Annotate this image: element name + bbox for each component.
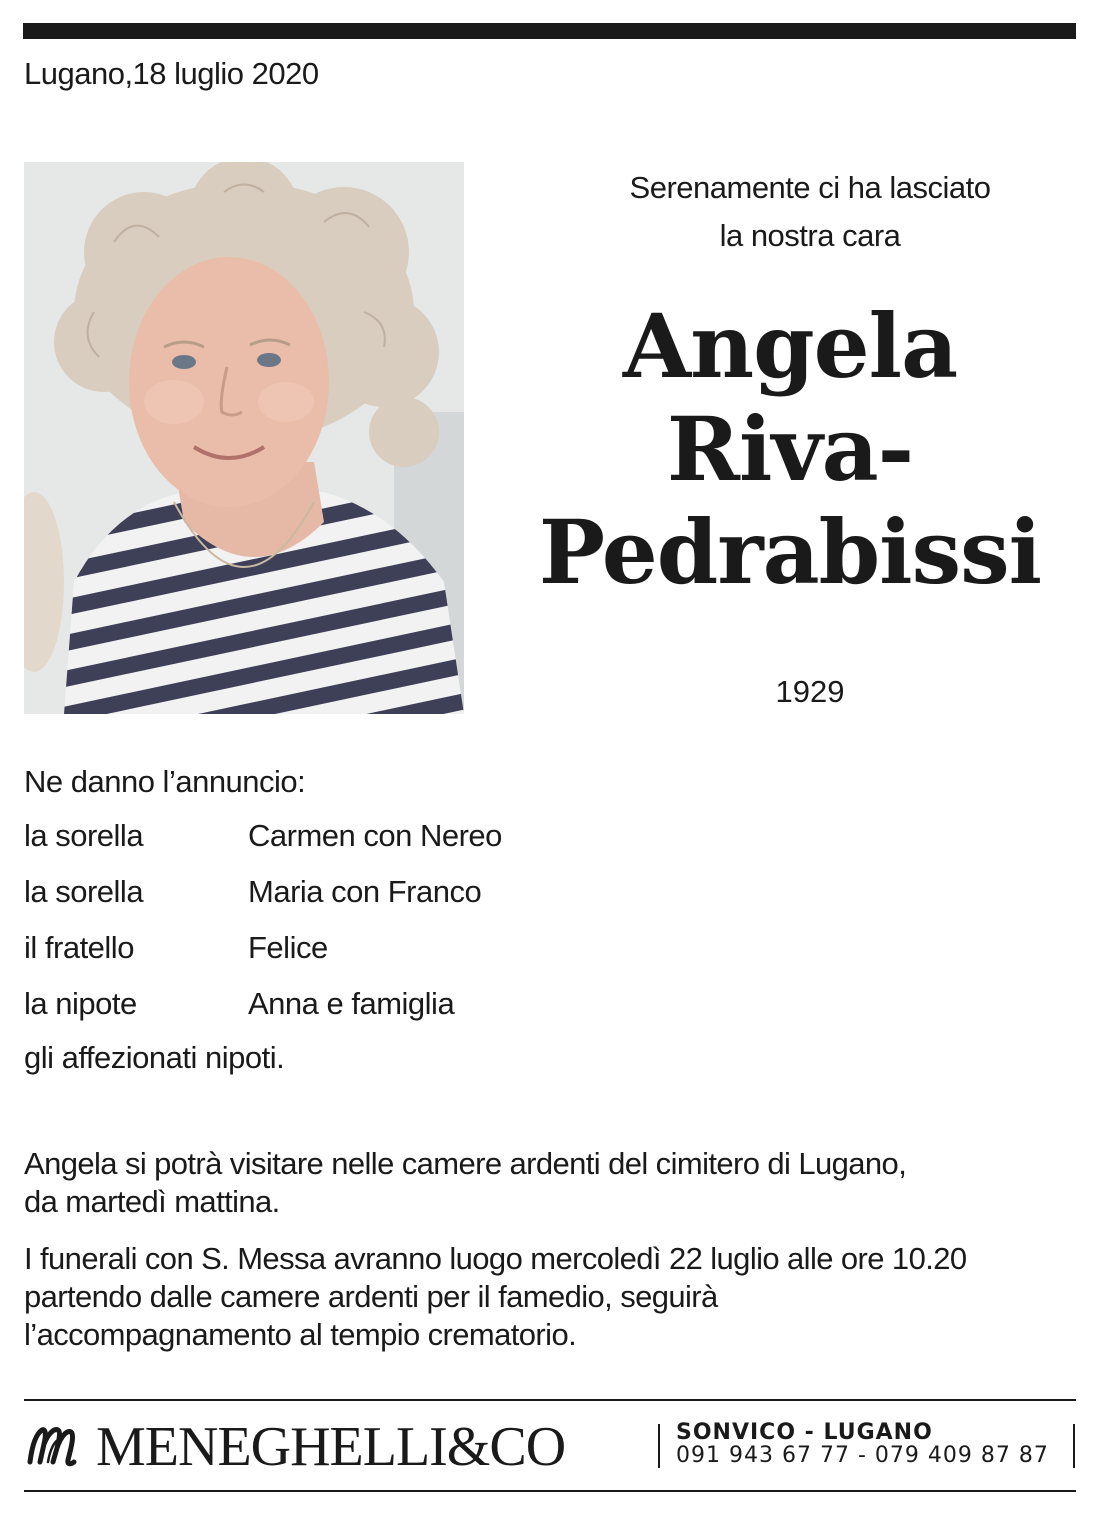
deceased-name [480,295,1100,604]
place-date: Lugano,18 luglio 2020 [24,56,319,91]
mourner-relation: la sorella [24,874,144,909]
name-line-1: Angela [622,294,958,398]
visitation-line-2: da martedì mattina. [24,1184,280,1219]
mm-monogram-icon [24,1418,86,1474]
intro-line-2: la nostra cara [719,218,901,253]
footer-top-rule [24,1399,1076,1401]
name-line-2: Riva- [666,397,914,501]
top-rule [23,23,1076,39]
mourner-names: Felice [248,930,328,965]
intro-text [540,164,1080,260]
portrait-photo [24,162,464,714]
visitation-notice [24,1145,1084,1221]
funeral-home-brand: MENEGHELLI&CO [96,1416,566,1478]
mourner-names: Anna e famiglia [248,986,455,1021]
footer-bottom-rule [24,1490,1076,1492]
list-item [24,818,502,874]
list-item [24,986,502,1042]
mourner-relation: il fratello [24,930,134,965]
mourners-list [24,818,502,1042]
announcement-closing: gli affezionati nipoti. [24,1040,285,1075]
mourner-relation: la sorella [24,818,144,853]
name-line-3: Pedrabissi [538,500,1042,604]
birth-year: 1929 [775,674,845,709]
mourner-names: Maria con Franco [248,874,482,909]
funeral-line-3: l’accompagnamento al tempio crematorio. [24,1317,577,1352]
funeral-home-location: SONVICO - LUGANO [676,1420,933,1445]
announcement-heading: Ne danno l’annuncio: [24,764,306,799]
list-item [24,874,502,930]
funeral-notice [24,1240,1084,1354]
funeral-line-1: I funerali con S. Messa avranno luogo mercoledì 22 luglio alle ore 10.20 [24,1241,967,1276]
funeral-home-phones: 091 943 67 77 - 079 409 87 87 [676,1443,1049,1468]
mourner-names: Carmen con Nereo [248,818,502,853]
list-item [24,930,502,986]
funeral-line-2: partendo dalle camere ardenti per il famedio, seguirà [24,1279,718,1314]
footer-divider [1073,1424,1075,1468]
footer-divider [658,1424,660,1468]
mourner-relation: la nipote [24,986,137,1021]
visitation-line-1: Angela si potrà visitare nelle camere ardenti del cimitero di Lugano, [24,1146,907,1181]
intro-line-1: Serenamente ci ha lasciato [629,170,991,205]
